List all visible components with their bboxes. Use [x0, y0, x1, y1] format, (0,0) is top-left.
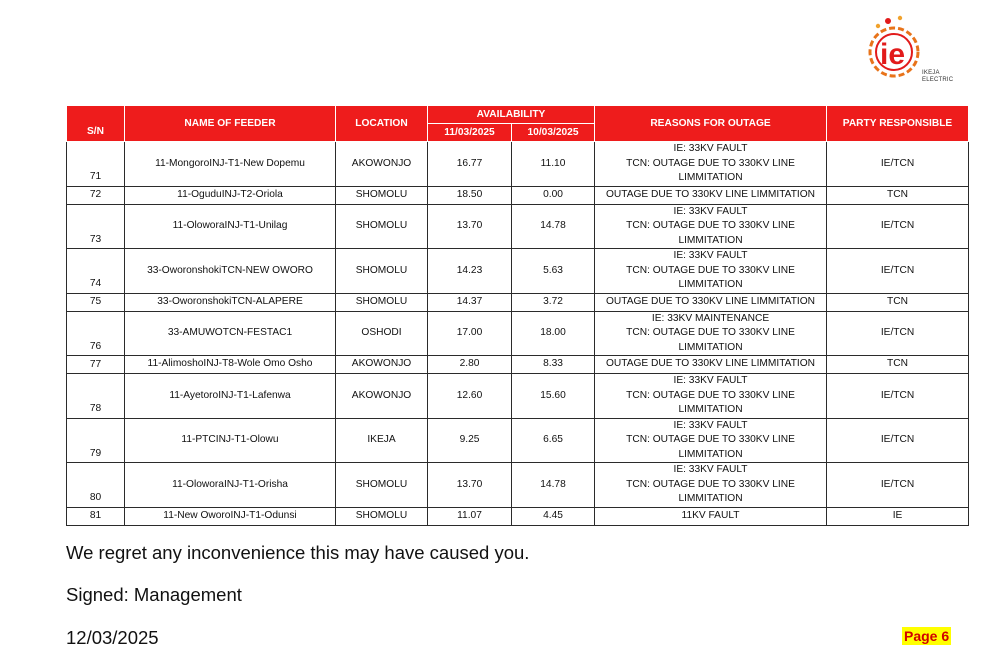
cell-party-responsible: IE/TCN — [827, 142, 969, 187]
cell-sn: 73 — [67, 204, 125, 249]
cell-sn: 76 — [67, 311, 125, 356]
reason-line: 11KV FAULT — [681, 509, 740, 521]
cell-party-responsible: TCN — [827, 356, 969, 374]
cell-feeder-name: 11-MongoroINJ-T1-New Dopemu — [125, 142, 336, 187]
cell-availability-date-2: 6.65 — [512, 418, 595, 463]
cell-reason — [595, 249, 827, 294]
cell-location: SHOMOLU — [336, 186, 428, 204]
cell-availability-date-1: 12.60 — [428, 374, 512, 419]
cell-reason — [595, 374, 827, 419]
cell-availability-date-2: 0.00 — [512, 186, 595, 204]
cell-availability-date-2: 14.78 — [512, 463, 595, 508]
cell-feeder-name: 11-PTCINJ-T1-Olowu — [125, 418, 336, 463]
cell-availability-date-2: 4.45 — [512, 507, 595, 525]
cell-reason — [595, 293, 827, 311]
cell-party-responsible: IE/TCN — [827, 418, 969, 463]
table-body — [67, 142, 969, 526]
cell-party-responsible: IE/TCN — [827, 311, 969, 356]
header-reasons: REASONS FOR OUTAGE — [595, 106, 827, 142]
table-row — [67, 293, 969, 311]
reason-line: IE: 33KV FAULT — [673, 419, 748, 431]
cell-feeder-name: 11-AyetoroINJ-T1-Lafenwa — [125, 374, 336, 419]
cell-reason — [595, 507, 827, 525]
table-row — [67, 142, 969, 187]
cell-party-responsible: TCN — [827, 293, 969, 311]
cell-availability-date-2: 3.72 — [512, 293, 595, 311]
cell-availability-date-1: 9.25 — [428, 418, 512, 463]
cell-location: SHOMOLU — [336, 204, 428, 249]
table-row — [67, 249, 969, 294]
cell-availability-date-2: 8.33 — [512, 356, 595, 374]
reason-line: TCN: OUTAGE DUE TO 330KV LINE — [626, 264, 795, 276]
header-date-1: 11/03/2025 — [428, 124, 512, 142]
cell-availability-date-2: 14.78 — [512, 204, 595, 249]
cell-feeder-name: 33-AMUWOTCN-FESTAC1 — [125, 311, 336, 356]
logo-brand-text: ie — [880, 38, 906, 71]
cell-sn: 78 — [67, 374, 125, 419]
reason-line: LIMMITATION — [678, 341, 743, 353]
reason-line: IE: 33KV FAULT — [673, 250, 748, 261]
table-row — [67, 186, 969, 204]
reason-line: LIMMITATION — [678, 493, 743, 504]
cell-location: IKEJA — [336, 418, 428, 463]
cell-reason — [595, 186, 827, 204]
cell-availability-date-1: 17.00 — [428, 311, 512, 356]
cell-sn: 74 — [67, 249, 125, 294]
cell-availability-date-1: 13.70 — [428, 204, 512, 249]
cell-feeder-name: 11-AlimoshoINJ-T8-Wole Omo Osho — [125, 356, 336, 374]
table-row — [67, 374, 969, 419]
logo-company-name — [922, 70, 953, 84]
cell-sn: 75 — [67, 293, 125, 311]
cell-location: AKOWONJO — [336, 142, 428, 187]
reason-line: TCN: OUTAGE DUE TO 330KV LINE — [626, 478, 795, 490]
header-sn: S/N — [67, 106, 125, 142]
reason-line: IE: 33KV FAULT — [673, 375, 748, 386]
cell-availability-date-1: 13.70 — [428, 463, 512, 508]
cell-availability-date-1: 16.77 — [428, 142, 512, 187]
cell-feeder-name: 11-New OworoINJ-T1-Odunsi — [125, 507, 336, 525]
cell-feeder-name: 11-OloworaINJ-T1-Orisha — [125, 463, 336, 508]
cell-availability-date-1: 14.37 — [428, 293, 512, 311]
cell-reason — [595, 463, 827, 508]
reason-line: LIMMITATION — [678, 404, 743, 415]
cell-feeder-name: 33-OworonshokiTCN-ALAPERE — [125, 293, 336, 311]
cell-feeder-name: 11-OloworaINJ-T1-Unilag — [125, 204, 336, 249]
table-row — [67, 356, 969, 374]
cell-party-responsible: IE/TCN — [827, 204, 969, 249]
cell-location: SHOMOLU — [336, 463, 428, 508]
header-location: LOCATION — [336, 106, 428, 142]
cell-sn: 77 — [67, 356, 125, 374]
cell-availability-date-1: 18.50 — [428, 186, 512, 204]
logo-company-line2: ELECTRIC — [922, 77, 954, 83]
reason-line: TCN: OUTAGE DUE TO 330KV LINE — [626, 389, 795, 401]
feeder-availability-table — [66, 105, 969, 526]
reason-line: OUTAGE DUE TO 330KV LINE LIMMITATION — [605, 295, 816, 307]
cell-reason — [595, 204, 827, 249]
cell-location: SHOMOLU — [336, 293, 428, 311]
header-feeder-name: NAME OF FEEDER — [125, 106, 336, 142]
reason-line: TCN: OUTAGE DUE TO 330KV LINE — [626, 157, 795, 169]
header-party: PARTY RESPONSIBLE — [827, 106, 969, 142]
reason-line: LIMMITATION — [678, 172, 743, 183]
cell-reason — [595, 142, 827, 187]
cell-party-responsible: IE — [827, 507, 969, 525]
reason-line: IE: 33KV FAULT — [673, 205, 748, 217]
reason-line: TCN: OUTAGE DUE TO 330KV LINE — [626, 327, 795, 338]
reason-line: TCN: OUTAGE DUE TO 330KV LINE — [626, 220, 795, 231]
regret-message: We regret any inconvenience this may have caused you. — [66, 542, 530, 563]
cell-availability-date-1: 14.23 — [428, 249, 512, 294]
cell-feeder-name: 11-OguduINJ-T2-Oriola — [125, 186, 336, 204]
signed-line: Signed: Management — [66, 584, 242, 605]
header-date-2: 10/03/2025 — [512, 124, 595, 142]
reason-line: TCN: OUTAGE DUE TO 330KV LINE — [626, 434, 795, 445]
cell-location: OSHODI — [336, 311, 428, 356]
cell-reason — [595, 356, 827, 374]
table-row — [67, 311, 969, 356]
cell-party-responsible: IE/TCN — [827, 463, 969, 508]
table-row — [67, 418, 969, 463]
reason-line: IE: 33KV MAINTENANCE — [651, 312, 770, 324]
cell-availability-date-2: 15.60 — [512, 374, 595, 419]
cell-location: AKOWONJO — [336, 374, 428, 419]
reason-line: IE: 33KV FAULT — [673, 143, 748, 154]
reason-line: OUTAGE DUE TO 330KV LINE LIMMITATION — [605, 358, 816, 370]
table-row — [67, 463, 969, 508]
header-availability: AVAILABILITY — [428, 106, 595, 124]
reason-line: LIMMITATION — [678, 279, 743, 290]
cell-party-responsible: IE/TCN — [827, 249, 969, 294]
reason-line: LIMMITATION — [678, 448, 743, 460]
cell-location: SHOMOLU — [336, 249, 428, 294]
cell-availability-date-2: 11.10 — [512, 142, 595, 187]
reason-line: OUTAGE DUE TO 330KV LINE LIMMITATION — [605, 188, 816, 200]
cell-party-responsible: TCN — [827, 186, 969, 204]
cell-party-responsible: IE/TCN — [827, 374, 969, 419]
cell-availability-date-1: 11.07 — [428, 507, 512, 525]
reason-line: IE: 33KV FAULT — [673, 464, 748, 475]
cell-reason — [595, 311, 827, 356]
table-row — [67, 204, 969, 249]
document-date: 12/03/2025 — [66, 627, 159, 648]
cell-sn: 81 — [67, 507, 125, 525]
logo-company-line1: IKEJA — [922, 70, 940, 76]
cell-sn: 79 — [67, 418, 125, 463]
cell-location: AKOWONJO — [336, 356, 428, 374]
cell-sn: 80 — [67, 463, 125, 508]
cell-availability-date-2: 18.00 — [512, 311, 595, 356]
reason-line: LIMMITATION — [678, 234, 743, 246]
table-row — [67, 507, 969, 525]
cell-location: SHOMOLU — [336, 507, 428, 525]
cell-sn: 71 — [67, 142, 125, 187]
cell-reason — [595, 418, 827, 463]
cell-feeder-name: 33-OworonshokiTCN-NEW OWORO — [125, 249, 336, 294]
page-number: Page 6 — [904, 628, 950, 644]
cell-sn: 72 — [67, 186, 125, 204]
cell-availability-date-2: 5.63 — [512, 249, 595, 294]
cell-availability-date-1: 2.80 — [428, 356, 512, 374]
